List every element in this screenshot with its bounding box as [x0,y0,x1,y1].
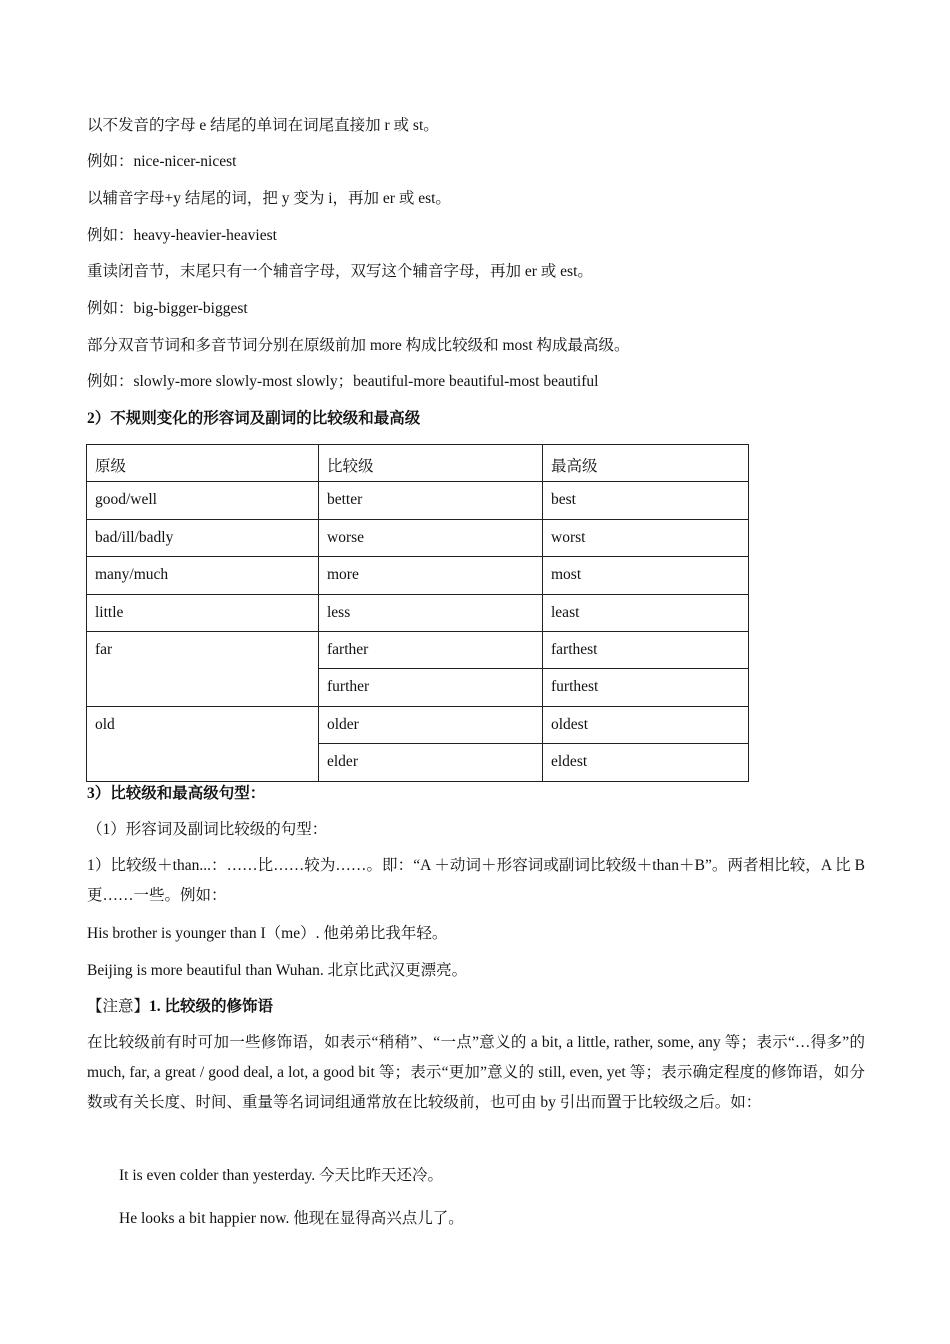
table-cell: least [543,595,749,632]
table-cell: farthest [543,632,749,669]
rule-silent-e: 以不发音的字母 e 结尾的单词在词尾直接加 r 或 st。 [87,117,439,134]
table-row [87,557,749,595]
table-cell: more [319,557,543,595]
table-cell: old [87,707,319,782]
example-big: 例如：big-bigger-biggest [87,300,248,317]
subsection-1-heading: （1）形容词及副词比较级的句型： [87,821,328,838]
table-cell: worst [543,520,749,557]
table-cell: eldest [543,744,749,782]
note-body: 在比较级前有时可加一些修饰语，如表示“稍稍”、“一点”意义的 a bit, a little, rather, some, any 等；表示“…得多”的 much, far, a great / good deal, a lot, a good bit 等；表示“更加”意义的 still, even, yet 等；表示确定程度的修饰语，如分数或有关长度、时间、重量等名词词组通常放在比较级前，也可由 by 引出而置于比较级之后。如： [87,1034,865,1111]
table-cell: oldest [543,707,749,744]
table-cell: farther [319,632,543,669]
table-cell: far [87,632,319,707]
table-cell: better [319,482,543,520]
pattern-than: 1）比较级＋than...：……比……较为……。即：“A ＋动词＋形容词或副词比较级＋than＋B”。两者相比较，A 比 B 更……一些。例如： [87,857,865,904]
table-row [87,595,749,632]
table-row [87,707,749,744]
table-cell: best [543,482,749,520]
table-cell: older [319,707,543,744]
table-header-row [87,445,749,482]
example-colder: It is even colder than yesterday. 今天比昨天还冷。 [119,1167,443,1184]
example-younger: His brother is younger than I（me）. 他弟弟比我年轻。 [87,925,448,942]
note-heading [87,997,273,1017]
table-cell: many/much [87,557,319,595]
table-cell: bad/ill/badly [87,520,319,557]
table-cell: little [87,595,319,632]
section-3-heading: 3）比较级和最高级句型： [87,785,266,802]
header-positive: 原级 [87,445,319,482]
rule-consonant-y: 以辅音字母+y 结尾的词，把 y 变为 i，再加 er 或 est。 [87,190,451,207]
example-slowly: 例如：slowly-more slowly-most slowly；beautiful-more beautiful-most beautiful [87,373,599,390]
table-cell: further [319,669,543,707]
table-cell: most [543,557,749,595]
table-cell: less [319,595,543,632]
header-superlative: 最高级 [543,445,749,482]
table-row [87,520,749,557]
example-nice: 例如：nice-nicer-nicest [87,153,237,170]
note-label: 【注意】 [87,998,150,1015]
rule-closed-syllable: 重读闭音节，末尾只有一个辅音字母，双写这个辅音字母，再加 er 或 est。 [87,263,593,280]
irregular-forms-table [86,444,749,782]
table-cell: good/well [87,482,319,520]
example-beautiful: Beijing is more beautiful than Wuhan. 北京比武汉更漂亮。 [87,962,468,979]
example-happier: He looks a bit happier now. 他现在显得高兴点儿了。 [119,1210,464,1227]
example-heavy: 例如：heavy-heavier-heaviest [87,227,277,244]
rule-more-most: 部分双音节词和多音节词分别在原级前加 more 构成比较级和 most 构成最高级。 [87,337,630,354]
section-2-heading: 2）不规则变化的形容词及副词的比较级和最高级 [87,410,421,427]
table-cell: furthest [543,669,749,707]
header-comparative: 比较级 [319,445,543,482]
table-row [87,632,749,669]
note-title: 1. 比较级的修饰语 [149,998,274,1015]
table-row [87,482,749,520]
table-cell: worse [319,520,543,557]
table-cell: elder [319,744,543,782]
